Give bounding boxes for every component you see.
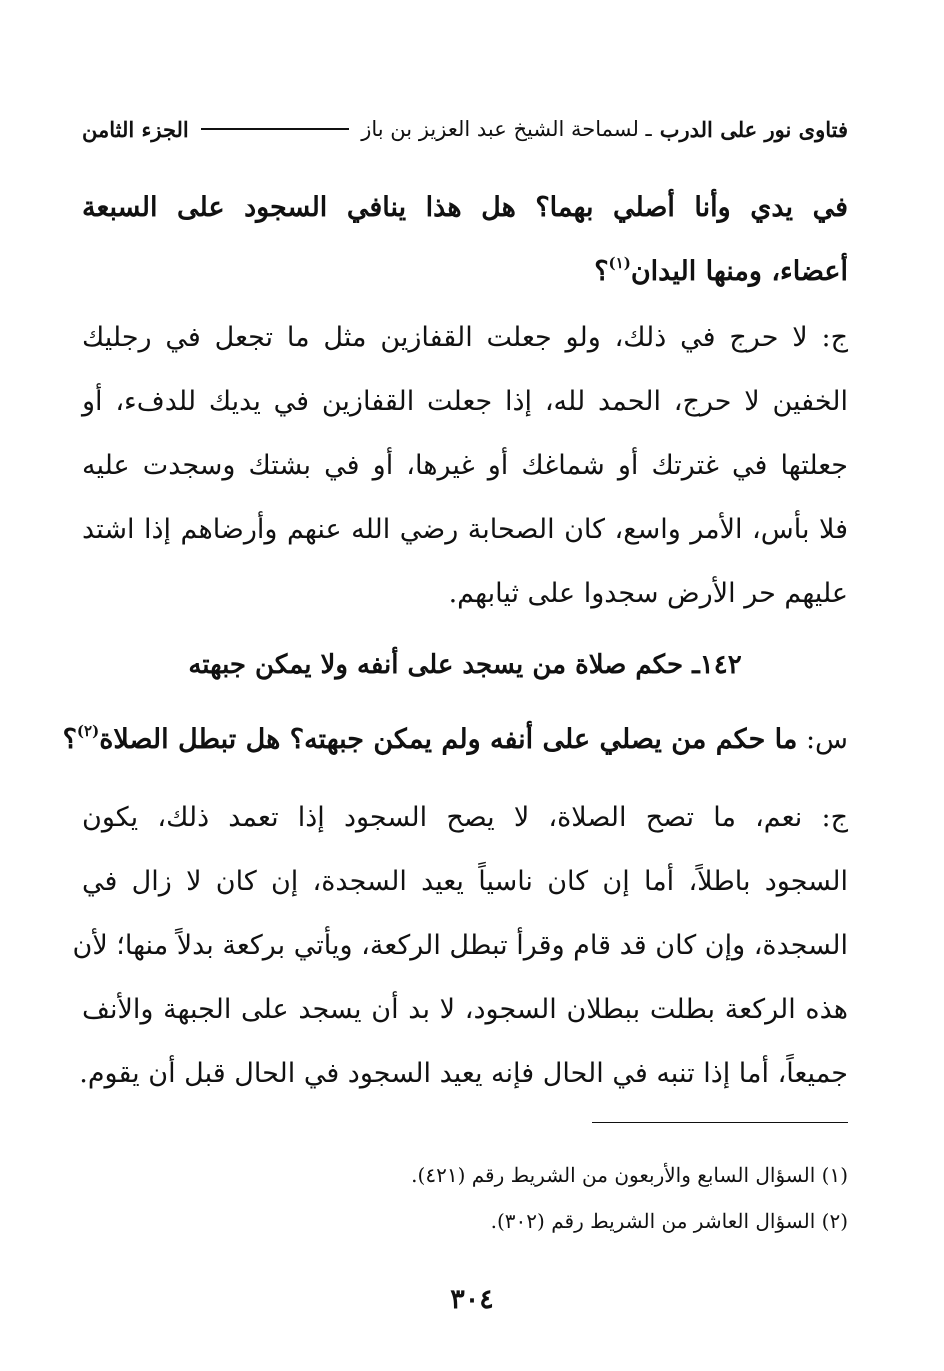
answer-1-line: فلا بأس، الأمر واسع، كان الصحابة رضي الله عنهم وأرضاهم إذا اشتد	[82, 514, 848, 545]
question-continuation	[82, 176, 848, 304]
question-2-line	[62, 708, 848, 772]
question-line-2-text: أعضاء، ومنها اليدان	[630, 256, 848, 287]
question-mark: ؟	[594, 256, 609, 287]
answer-2-line: ج: نعم، ما تصح الصلاة، لا يصح السجود إذا تعمد ذلك، يكون	[82, 802, 848, 833]
section-heading: ١٤٢ـ حكم صلاة من يسجد على أنفه ولا يمكن جبهته	[188, 650, 742, 680]
question-2	[62, 708, 848, 772]
footnote-1: (١) السؤال السابع والأربعون من الشريط رقم (٤٢١).	[411, 1163, 848, 1187]
question-line-1: في يدي وأنا أصلي بهما؟ هل هذا ينافي السجود على السبعة	[82, 192, 848, 223]
question-prefix: س:	[797, 724, 848, 755]
answer-1-line: الخفين لا حرج، الحمد لله، إذا جعلت القفازين في يديك للدفء، أو	[82, 386, 848, 417]
header-rule	[201, 128, 349, 130]
answer-2-line: السجدة، وإن كان قد قام وقرأ تبطل الركعة، ويأتي بركعة بدلاً منها؛ لأن	[72, 930, 848, 961]
answer-2-line: السجود باطلاً، أما إن كان ناسياً يعيد السجدة، إن كان لا زال في	[82, 866, 848, 897]
author-name: ـ لسماحة الشيخ عبد العزيز بن باز	[361, 117, 652, 141]
answer-2-line: جميعاً، أما إذا تنبه في الحال فإنه يعيد السجود في الحال قبل أن يقوم.	[79, 1058, 848, 1089]
running-header	[82, 112, 848, 146]
answer-2-line: هذه الركعة بطلت ببطلان السجود، لا بد أن يسجد على الجبهة والأنف	[82, 994, 848, 1025]
answer-1-line: ج: لا حرج في ذلك، ولو جعلت القفازين مثل ما تجعل في رجليك	[82, 322, 848, 353]
footnote-ref-1: (١)	[608, 254, 631, 272]
answer-2	[72, 786, 848, 1106]
answer-1	[82, 306, 848, 626]
footnote-divider	[592, 1122, 848, 1123]
volume-label: الجزء الثامن	[82, 116, 189, 142]
page-number: ٣٠٤	[450, 1284, 494, 1315]
footnotes	[82, 1152, 848, 1244]
question-2-text: ما حكم من يصلي على أنفه ولم يمكن جبهته؟ هل تبطل الصلاة	[99, 724, 798, 755]
book-title: فتاوى نور على الدرب	[659, 116, 848, 142]
question-mark: ؟	[62, 724, 77, 755]
footnote-ref-2: (٢)	[76, 722, 100, 740]
answer-1-line: جعلتها في غترتك أو شماغك أو غيرها، أو في بشتك وسجدت عليه	[82, 450, 848, 481]
question-line-2	[82, 240, 848, 304]
answer-1-line: عليهم حر الأرض سجدوا على ثيابهم.	[448, 578, 848, 609]
footnote-2: (٢) السؤال العاشر من الشريط رقم (٣٠٢).	[490, 1209, 848, 1233]
